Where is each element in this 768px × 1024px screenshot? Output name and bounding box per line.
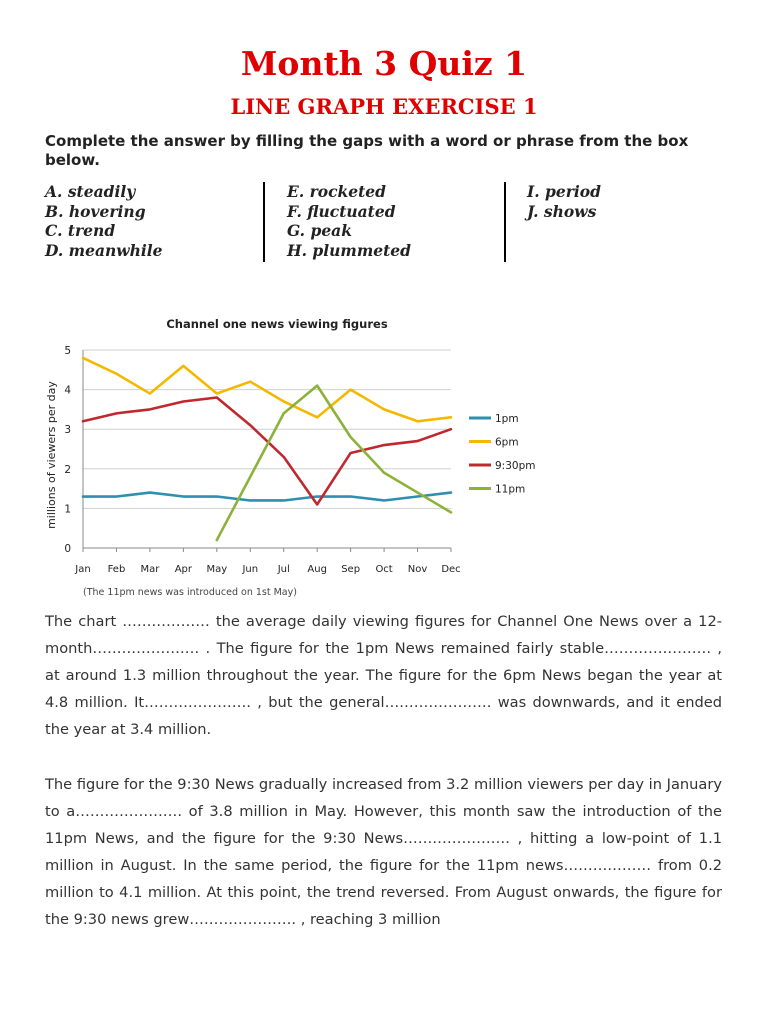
y-tick-label: 5 <box>64 345 71 357</box>
word-option: G. peak <box>287 221 352 241</box>
x-tick-label: Oct <box>375 564 393 575</box>
word-option: A. steadily <box>45 182 136 201</box>
column-divider <box>504 182 506 262</box>
x-tick-label: Jul <box>277 564 290 575</box>
legend-label-6pm: 6pm <box>495 436 519 449</box>
x-tick-label: Sep <box>341 564 361 575</box>
legend-label-930pm: 9:30pm <box>495 460 536 472</box>
y-axis-label: millions of viewers per day <box>45 381 58 529</box>
page-subtitle: LINE GRAPH EXERCISE 1 <box>230 94 538 119</box>
word-option: F. fluctuated <box>287 201 396 221</box>
x-tick-label: Jan <box>75 564 91 575</box>
column-divider <box>263 182 265 262</box>
paragraph-1: The chart ……………… the average daily viewing figures for Channel One News over a 12-month…………………. . The figure for the 1pm News remained fairly stable…………………. , at around 1.3 million throughout the year. The figure for the 6pm News began the year at 4.8 million. It…………………. , but the general…………………. was downwards, and it ended the year at 3.4 million. <box>45 613 722 738</box>
chart-title: Channel one news viewing figures <box>166 317 388 331</box>
line-chart <box>40 308 540 603</box>
x-tick-label: Nov <box>407 564 428 575</box>
chart-note: (The 11pm news was introduced on 1st May) <box>83 587 297 598</box>
chart-svg <box>40 308 540 603</box>
x-tick-label: Mar <box>140 564 160 575</box>
page-title: Month 3 Quiz 1 <box>240 44 528 83</box>
y-tick-label: 4 <box>64 384 71 397</box>
paragraph-2 <box>45 771 722 933</box>
y-tick-label: 3 <box>64 424 71 437</box>
paragraph-2-text: The figure for the 9:30 News gradually increased from 3.2 million viewers per day in January to a…………………. of 3.8 million in May. However, this month saw the introduction of the 11pm News, and the figure for the 9:30 News…………………. , hitting a low-point of 1.1 million in August. In the same period, the figure for the 11pm news……………… from 0.2 million to 4.1 million. At this point, the trend reversed. From August onwards, the figure for the 9:30 news grew…………………. , reaching 3 million <box>45 776 722 928</box>
x-tick-label: Feb <box>107 564 126 575</box>
word-option: B. hovering <box>45 201 146 221</box>
word-column-3 <box>527 182 601 221</box>
legend-label-11pm: 11pm <box>495 483 526 496</box>
word-column-2 <box>287 182 411 261</box>
x-tick-label: Apr <box>174 564 193 575</box>
instructions: Complete the answer by filling the gaps with a word or phrase from the box below. <box>45 132 689 169</box>
x-tick-label: Jun <box>242 564 259 575</box>
x-tick-label: Dec <box>441 564 461 575</box>
word-option: C. trend <box>45 221 116 241</box>
word-option: J. shows <box>527 201 597 221</box>
y-tick-label: 1 <box>64 503 71 516</box>
word-column-1 <box>45 182 163 261</box>
series-line-1pm <box>83 493 451 501</box>
series-line-11pm <box>217 386 451 540</box>
x-tick-label: May <box>206 564 228 575</box>
word-option: H. plummeted <box>287 241 411 261</box>
word-box <box>0 182 768 262</box>
y-tick-label: 2 <box>64 463 71 476</box>
x-tick-label: Aug <box>307 564 327 575</box>
word-option: I. period <box>527 182 601 201</box>
word-option: D. meanwhile <box>45 241 163 261</box>
y-tick-label: 0 <box>64 543 71 555</box>
legend-label-1pm: 1pm <box>495 413 519 425</box>
word-option: E. rocketed <box>287 182 387 201</box>
